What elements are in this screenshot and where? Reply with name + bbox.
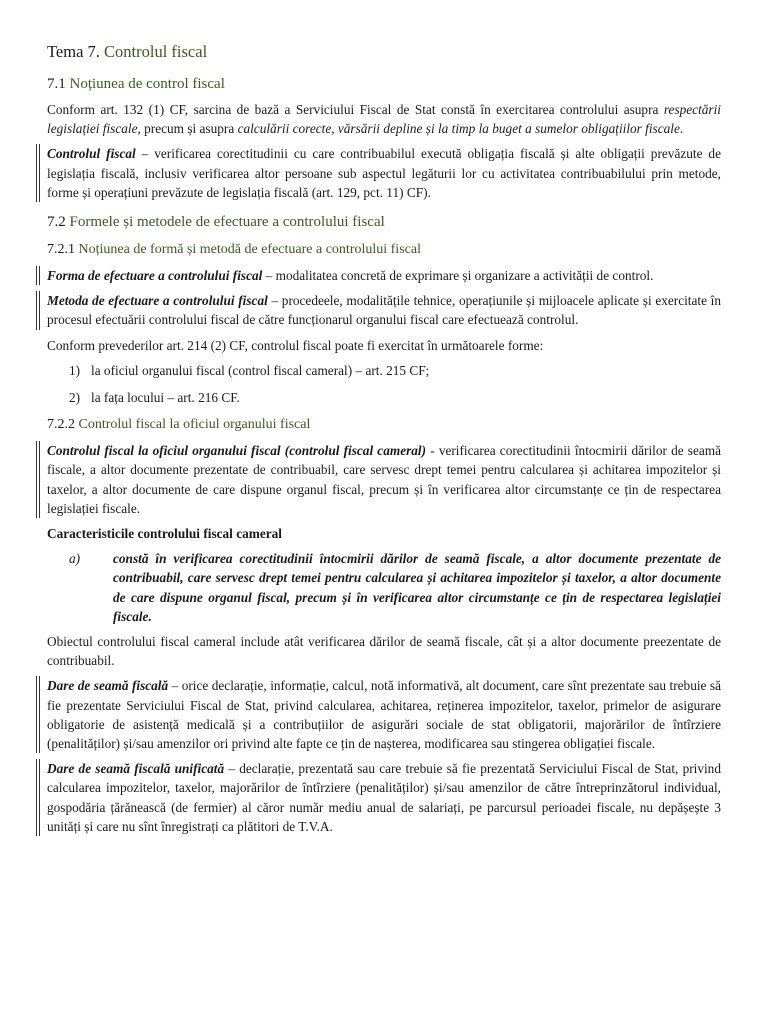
definition-dare-de-seama-unificata: Dare de seamă fiscală unificată – declarație, prezentată sau care trebuie să fie prezentată Serviciului Fiscal de Stat, privind calcularea impozitelor, taxelor, majorărilor de întîrziere (penalităților) și/sau amenzilor de către întreprinzătorul individual, gospodăria țărănească (de fermier) al căror număr mediu anual de salariați, pe parcursul perioadei fiscale, nu depășește 3 unități și care nu sînt înregistrați ca plătitori de T.V.A. <box>47 759 721 836</box>
characteristic-item: a) constă în verificarea corectitudinii întocmirii dărilor de seamă fiscale, a altor documente prezentate de contribuabil, care servesc drept temei pentru calcularea și achitarea impozitelor și taxelor, a altor documente de care dispune organul fiscal, precum și în verificarea altor circumstanțe ce țin de respectarea legislației fiscale. <box>69 551 721 624</box>
list-item: 1) la oficiul organului fiscal (control fiscal cameral) – art. 215 CF; <box>69 362 430 378</box>
definition-forma: Forma de efectuare a controlului fiscal – modalitatea concretă de exprimare și organizare a activității de control. <box>47 266 721 285</box>
paragraph-object: Obiectul controlului fiscal cameral include atât verificarea dărilor de seamă fiscale, cât și a altor documente preezentate de contribuabil. <box>47 634 721 669</box>
forms-list <box>47 361 721 407</box>
definition-dare-de-seama: Dare de seamă fiscală – orice declarație, informație, calcul, notă informativă, alt document, care sînt prezentate sau trebuie să fie prezentate Serviciului Fiscal de Stat, privind calcularea, achitarea, reținerea impozitelor, taxelor, primelor de asigurare obligatorie de asistență medicală și a contribuțiilor de asigurări sociale de stat obligatorii, majorărilor de întîrziere (penalităților) și/sau amenzilor ori privind alte fapte ce țin de nașterea, modificarea sau stingerea obligației fiscale. <box>47 676 721 753</box>
definition-metoda: Metoda de efectuare a controlului fiscal – procedeele, modalitățile tehnice, operațiunile și mijloacele aplicate și exercitate în procesul efectuării controlului fiscal de către funcționarul organului fiscal care efectuează controlul. <box>47 291 721 329</box>
paragraph-intro: Conform art. 132 (1) CF, sarcina de bază a Serviciului Fiscal de Stat constă în exercitarea controlului asupra respectării legislației fiscale, precum și asupra calculării corecte, vărsării depline și la timp la buget a sumelor obligațiilor fiscale. <box>47 102 721 137</box>
definition-controlul-fiscal: Controlul fiscal – verificarea corectitudinii cu care contribuabilul execută obligația fiscală și alte obligații prevăzute de legislația fiscală, inclusiv verificarea altor persoane sub aspectul legăturii lor cu activitatea contribuabilului prin metode, forme și operațiuni prevăzute de legislația fiscală (art. 129, pct. 11) CF). <box>47 144 721 202</box>
list-item: 2) la fața locului – art. 216 CF. <box>69 390 240 406</box>
section-heading-7-2-2: 7.2.2 Controlul fiscal la oficiul organului fiscal <box>47 417 311 433</box>
paragraph-forms: Conform prevederilor art. 214 (2) CF, controlul fiscal poate fi exercitat în următoarele forme: <box>47 337 544 353</box>
characteristics-heading: Caracteristicile controlului fiscal cameral <box>47 526 282 542</box>
section-heading-7-2-1: 7.2.1 Noțiunea de formă și metodă de efectuare a controlului fiscal <box>47 242 421 258</box>
definition-control-cameral: Controlul fiscal la oficiul organului fiscal (controlul fiscal cameral) - verificarea corectitudinii întocmirii dărilor de seamă fiscale, a altor documente prezentate de contribuabil, care servesc drept temei pentru calcularea și achitarea impozitelor și taxelor, a altor documente de care dispune organul fiscal, precum și în verificarea altor circumstanțe ce țin de respectarea legislației fiscale. <box>47 441 721 518</box>
page-title: Tema 7. Controlul fiscal <box>47 42 208 61</box>
section-heading-7-2: 7.2 Formele și metodele de efectuare a controlului fiscal <box>47 214 385 231</box>
section-heading-7-1: 7.1 Noțiunea de control fiscal <box>47 76 225 92</box>
